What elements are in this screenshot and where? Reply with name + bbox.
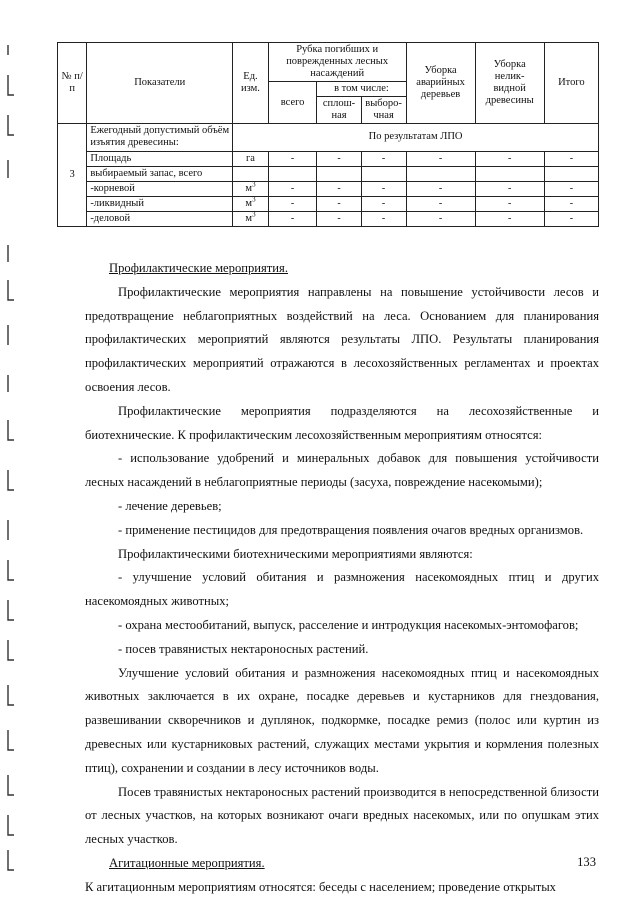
header-solid: сплош-ная bbox=[317, 97, 361, 124]
cell: - bbox=[544, 211, 598, 226]
row-label: -деловой bbox=[87, 211, 233, 226]
table-row bbox=[58, 196, 599, 211]
cell bbox=[475, 166, 544, 181]
table-row bbox=[58, 211, 599, 226]
cell: - bbox=[544, 151, 598, 166]
paragraph: Посев травянистых нектароносных растений производится в непосредственной близости от лесных участков, на которых возникают очаги вредных насекомых, или по опушкам этих лесных участков. bbox=[85, 784, 599, 847]
cell: - bbox=[475, 181, 544, 196]
header-unit: Ед. изм. bbox=[233, 43, 269, 124]
cell: - bbox=[475, 211, 544, 226]
header-emergency: Уборка аварийных деревьев bbox=[406, 43, 475, 124]
indicators-table bbox=[57, 42, 599, 227]
cell: - bbox=[361, 211, 406, 226]
list-item: - использование удобрений и минеральных добавок для повышения устойчивости лесных насаждений в неблагоприятные периоды (засуха, повреждение насекомыми); bbox=[85, 451, 599, 490]
row-label: -корневой bbox=[87, 181, 233, 196]
paragraph: Профилактические мероприятия подразделяются на лесохозяйственные и биотехнические. К профилактическим лесохозяйственным мероприятиям относятся: bbox=[85, 403, 599, 442]
table-row bbox=[58, 166, 599, 181]
row-unit: га bbox=[233, 151, 269, 166]
section-heading-prophylactic: Профилактические мероприятия. bbox=[109, 261, 288, 275]
cell: - bbox=[268, 196, 317, 211]
cell: - bbox=[317, 151, 361, 166]
row-unit: $м^3$ bbox=[233, 211, 269, 226]
table-row bbox=[58, 181, 599, 196]
header-selective: выборо-чная bbox=[361, 97, 406, 124]
cell: - bbox=[361, 196, 406, 211]
cell bbox=[544, 166, 598, 181]
cell: - bbox=[268, 151, 317, 166]
paragraph: Улучшение условий обитания и размножения насекомоядных птиц и насекомоядных животных заключается в их охране, посадке деревьев и кустарников для гнездования, развешивании скворечников и дуплянок, подкормке, посадке ремиз (полос или куртин из древесных или кустарниковых растений, служащих местами укрытия и кормления полезных птиц), сохранении и создании в лесу источников воды. bbox=[85, 665, 599, 775]
header-illiquid: Уборка нелик-видной древесины bbox=[475, 43, 544, 124]
cell bbox=[406, 166, 475, 181]
cell: - bbox=[317, 211, 361, 226]
row-merged-value: По результатам ЛПО bbox=[233, 124, 599, 151]
paragraph: Профилактическими биотехническими мероприятиями являются: bbox=[118, 546, 473, 561]
cell: - bbox=[544, 196, 598, 211]
row-unit: $м^3$ bbox=[233, 181, 269, 196]
table-row bbox=[58, 151, 599, 166]
cell: - bbox=[544, 181, 598, 196]
cell: - bbox=[317, 196, 361, 211]
list-item: - посев травянистых нектароносных растений. bbox=[118, 641, 369, 656]
row-label: Ежегодный допустимый объём изъятия древесины: bbox=[87, 124, 233, 151]
cell: - bbox=[406, 181, 475, 196]
list-item: - улучшение условий обитания и размножения насекомоядных птиц и других насекомоядных животных; bbox=[85, 570, 599, 609]
cell bbox=[268, 166, 317, 181]
row-label: выбираемый запас, всего bbox=[87, 166, 233, 181]
cell: - bbox=[317, 181, 361, 196]
cell: - bbox=[475, 151, 544, 166]
document-body bbox=[85, 257, 599, 900]
section-heading-agitation: Агитационные мероприятия. bbox=[109, 855, 265, 870]
header-num: № п/п bbox=[58, 43, 87, 124]
cell: - bbox=[268, 211, 317, 226]
cell: - bbox=[268, 181, 317, 196]
cell bbox=[361, 166, 406, 181]
cell: - bbox=[361, 151, 406, 166]
row-label: Площадь bbox=[87, 151, 233, 166]
table-row bbox=[58, 124, 599, 151]
binding-margin-marks bbox=[0, 0, 20, 905]
paragraph: К агитационным мероприятиям относятся: беседы с населением; проведение открытых bbox=[85, 879, 556, 894]
row-unit: $м^3$ bbox=[233, 196, 269, 211]
cell: - bbox=[406, 211, 475, 226]
header-indicators: Показатели bbox=[87, 43, 233, 124]
cell bbox=[317, 166, 361, 181]
cell: - bbox=[406, 196, 475, 211]
header-felling-total: всего bbox=[268, 82, 317, 124]
cell: - bbox=[406, 151, 475, 166]
header-including: в том числе: bbox=[317, 82, 406, 97]
paragraph: Профилактические мероприятия направлены на повышение устойчивости лесов и предотвращение неблагоприятных воздействий на леса. Основанием для планирования профилактических мероприятий являются результаты ЛПО. Результаты планирования профилактических мероприятий отражаются в лесохозяйственных регламентах и проектах освоения лесов. bbox=[85, 284, 599, 394]
list-item: - лечение деревьев; bbox=[118, 498, 222, 513]
header-felling: Рубка погибших и поврежденных лесных насаждений bbox=[268, 43, 406, 82]
row-unit bbox=[233, 166, 269, 181]
cell: - bbox=[475, 196, 544, 211]
row-num: 3 bbox=[58, 124, 87, 226]
list-item: - охрана местообитаний, выпуск, расселение и интродукция насекомых-энтомофагов; bbox=[118, 617, 579, 632]
cell: - bbox=[361, 181, 406, 196]
row-label: -ликвидный bbox=[87, 196, 233, 211]
page-number: 133 bbox=[577, 855, 596, 869]
header-total: Итого bbox=[544, 43, 598, 124]
list-item: - применение пестицидов для предотвращения появления очагов вредных организмов. bbox=[118, 522, 584, 537]
